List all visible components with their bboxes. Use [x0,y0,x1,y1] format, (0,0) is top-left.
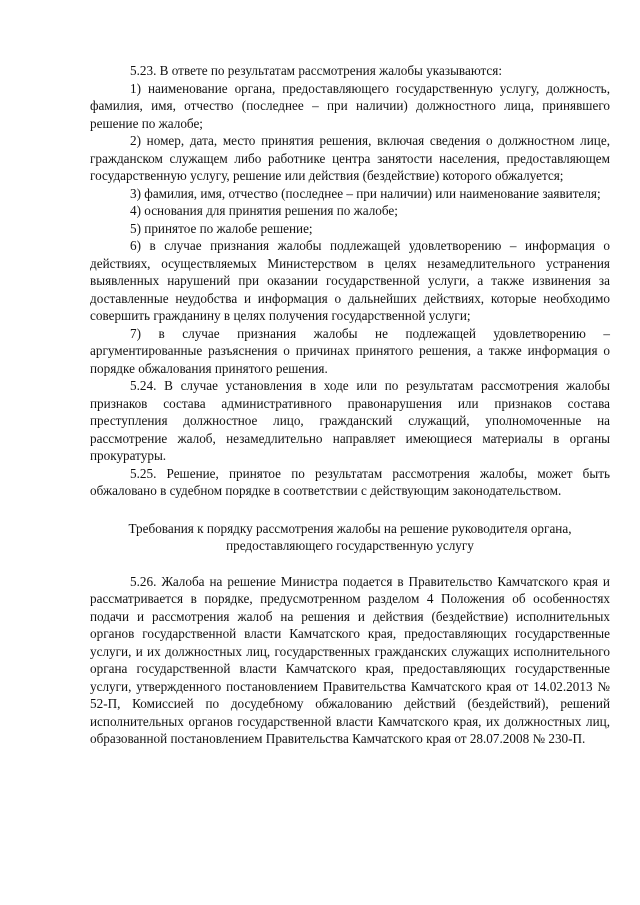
document-page [90,62,610,748]
paragraph-5-26: 5.26. Жалоба на решение Министра подается в Правительство Камчатского края и рассматривается в порядке, предусмотренном разделом 4 Положения об особенностях подачи и рассмотрения жалоб на решения и действия (бездействие) исполнительных органов государственной власти Камчатского края, предоставляющих государственные услуги, и их должностных лиц, государственных гражданских служащих исполнительного органа государственной власти Камчатского края, предоставляющих государственные услуги, утвержденного постановлением Правительства Камчатского края от 14.02.2013 № 52-П, Комиссией по досудебному обжалованию действий (бездействий), решений исполнительных органов государственной власти Камчатского края, их должностных лиц, образованной постановлением Правительства Камчатского края от 28.07.2008 № 230-П. [90,573,610,746]
section-heading-line2: предоставляющего государственную услугу [226,538,474,553]
list-item-5-23-2: 2) номер, дата, место принятия решения, включая сведения о должностном лице, гражданском служащем либо работнике центра занятости населения, предоставляющем государственную услугу, решение или действия (бездействие) которого обжалуется; [90,133,610,183]
list-item-5-23-5: 5) принятое по жалобе решение; [130,220,313,236]
list-item-5-23-4: 4) основания для принятия решения по жалобе; [130,203,398,218]
list-item-5-23-1: 1) наименование органа, предоставляющего государственную услугу, должность, фамилия, имя, отчество (последнее – при наличии) должностного лица, принявшего решение по жалобе; [90,80,610,131]
list-item-5-23-7: 7) в случае признания жалобы не подлежащей удовлетворению – аргументированные разъяснения о причинах принятого решения, а также информация о порядке обжалования принятого решения. [90,325,610,376]
paragraph-5-25: 5.25. Решение, принятое по результатам рассмотрения жалобы, может быть обжаловано в судебном порядке в соответствии с действующим законодательством. [90,465,610,498]
paragraph-5-23-intro: 5.23. В ответе по результатам рассмотрения жалобы указываются: [130,63,503,78]
list-item-5-23-6: 6) в случае признания жалобы подлежащей удовлетворению – информация о действиях, осуществляемых Министерством в целях незамедлительного устранения выявленных нарушений при оказании государственной услуги, а также извинения за доставленные неудобства и информация о дальнейших действиях, которые необходимо совершить гражданину в целях получения государственной услуги; [90,238,610,323]
section-heading-line1: Требования к порядку рассмотрения жалобы на решение руководителя органа, [128,520,572,536]
list-item-5-23-3: 3) фамилия, имя, отчество (последнее – при наличии) или наименование заявителя; [130,185,601,201]
section-heading [90,520,610,555]
paragraph-5-24: 5.24. В случае установления в ходе или по результатам рассмотрения жалобы признаков состава административного правонарушения или признаков состава преступления должностное лицо, гражданский служащий, уполномоченные на рассмотрение жалоб, незамедлительно направляет имеющиеся материалы в органы прокуратуры. [90,378,610,463]
